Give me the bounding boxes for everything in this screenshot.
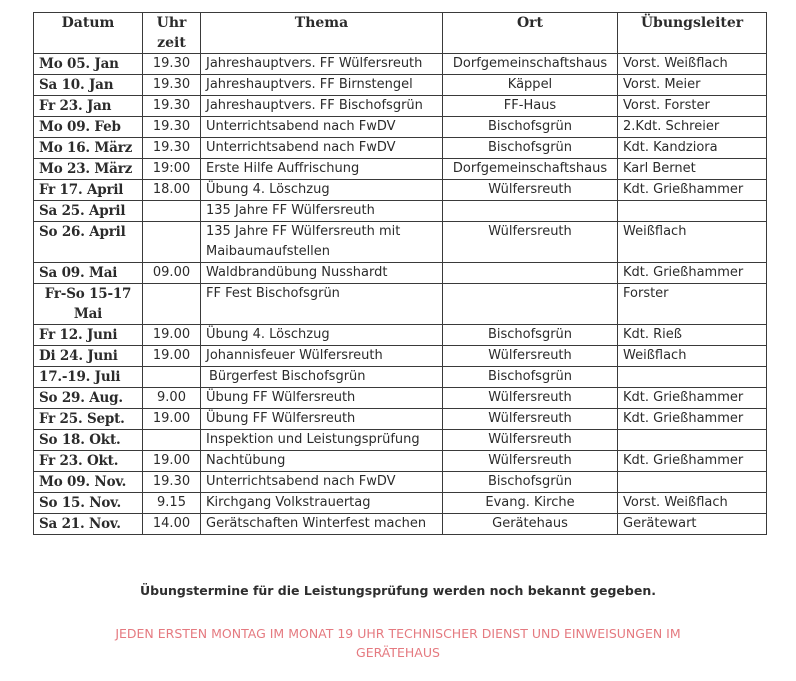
cell-datum-text: Sa 10. Jan xyxy=(39,77,114,93)
table-body xyxy=(34,54,767,535)
header-uhrzeit-line1: Uhr xyxy=(156,15,187,31)
cell-datum-text: So 15. Nov. xyxy=(39,495,121,511)
cell-ort xyxy=(443,138,618,159)
cell-datum-text: Fr 23. Jan xyxy=(39,98,112,114)
table-row xyxy=(34,54,767,75)
cell-leiter-text: 2.Kdt. Schreier xyxy=(623,119,720,134)
cell-uhrzeit xyxy=(143,346,201,367)
technical-service-note xyxy=(0,624,796,662)
cell-datum-text: Fr-So 15-17 Mai xyxy=(44,286,132,322)
table-row xyxy=(34,159,767,180)
cell-ort-text: Bischofsgrün xyxy=(487,119,573,134)
cell-datum xyxy=(34,346,143,367)
table-row xyxy=(34,222,767,263)
cell-uhrzeit xyxy=(143,54,201,75)
table-row xyxy=(34,96,767,117)
cell-leiter-text: Vorst. Meier xyxy=(623,77,701,92)
cell-ort xyxy=(443,346,618,367)
table-row xyxy=(34,138,767,159)
table-row xyxy=(34,493,767,514)
cell-leiter-text: Vorst. Weißflach xyxy=(623,495,728,510)
schedule-table xyxy=(33,12,767,535)
table-row xyxy=(34,388,767,409)
cell-thema xyxy=(201,117,443,138)
cell-uhrzeit-text: 19.00 xyxy=(152,411,191,426)
cell-ort-text: Evang. Kirche xyxy=(485,495,575,510)
header-uhrzeit xyxy=(143,13,201,54)
table-row xyxy=(34,430,767,451)
cell-thema-text: Kirchgang Volkstrauertag xyxy=(206,495,371,510)
cell-thema xyxy=(201,388,443,409)
cell-thema-text: FF Fest Bischofsgrün xyxy=(206,286,340,301)
cell-uhrzeit-text: 19.30 xyxy=(152,98,191,113)
cell-datum-text: 17.-19. Juli xyxy=(39,369,121,385)
cell-leiter-text: Vorst. Weißflach xyxy=(623,56,728,71)
cell-thema-text: Übung FF Wülfersreuth xyxy=(206,411,356,426)
cell-thema-text: Waldbrandübung Nusshardt xyxy=(206,265,388,280)
cell-thema-text: Jahreshauptvers. FF Wülfersreuth xyxy=(206,56,423,71)
cell-uhrzeit xyxy=(143,263,201,284)
cell-uhrzeit-text: 19.00 xyxy=(152,327,191,342)
cell-datum xyxy=(34,54,143,75)
cell-thema-text: Jahreshauptvers. FF Birnstengel xyxy=(206,77,413,92)
cell-thema xyxy=(201,201,443,222)
cell-uhrzeit xyxy=(143,117,201,138)
cell-datum-text: Mo 05. Jan xyxy=(39,56,119,72)
cell-ort xyxy=(443,409,618,430)
cell-leiter xyxy=(618,159,767,180)
cell-ort-text: Dorfgemeinschaftshaus xyxy=(452,56,608,71)
cell-uhrzeit xyxy=(143,75,201,96)
header-uhrzeit-line2: zeit xyxy=(157,35,186,51)
technical-note-line2: GERÄTEHAUS xyxy=(356,645,440,660)
cell-uhrzeit-text: 14.00 xyxy=(152,516,191,531)
cell-leiter-text: Kdt. Grießhammer xyxy=(623,182,744,197)
cell-ort xyxy=(443,514,618,535)
cell-thema xyxy=(201,493,443,514)
cell-leiter xyxy=(618,201,767,222)
cell-ort-text: Wülfersreuth xyxy=(488,432,572,447)
cell-thema xyxy=(201,159,443,180)
cell-ort-text: Wülfersreuth xyxy=(488,411,572,426)
cell-datum xyxy=(34,325,143,346)
cell-ort xyxy=(443,430,618,451)
cell-leiter-text: Kdt. Kandziora xyxy=(623,140,718,155)
cell-ort-text: FF-Haus xyxy=(503,98,557,113)
header-leiter: Übungsleiter xyxy=(618,13,767,54)
table-row xyxy=(34,201,767,222)
cell-datum xyxy=(34,493,143,514)
cell-ort xyxy=(443,222,618,263)
cell-ort-text: Wülfersreuth xyxy=(488,390,572,405)
cell-uhrzeit xyxy=(143,367,201,388)
cell-leiter xyxy=(618,284,767,325)
cell-leiter xyxy=(618,222,767,263)
cell-datum xyxy=(34,96,143,117)
cell-datum xyxy=(34,75,143,96)
cell-ort-text: Bischofsgrün xyxy=(487,140,573,155)
cell-thema xyxy=(201,222,443,263)
cell-leiter xyxy=(618,451,767,472)
cell-leiter-text: Forster xyxy=(623,286,669,301)
cell-uhrzeit xyxy=(143,325,201,346)
cell-datum-text: Sa 09. Mai xyxy=(39,265,118,281)
cell-datum-text: Sa 25. April xyxy=(39,203,126,219)
cell-uhrzeit-text: 18.00 xyxy=(152,182,191,197)
cell-leiter xyxy=(618,75,767,96)
cell-thema xyxy=(201,75,443,96)
cell-thema-text: Unterrichtsabend nach FwDV xyxy=(206,474,396,489)
technical-note-line1: JEDEN ERSTEN MONTAG IM MONAT 19 UHR TECHNISCHER DIENST UND EINWEISUNGEN IM xyxy=(115,626,681,641)
cell-uhrzeit xyxy=(143,451,201,472)
cell-ort-text: Käppel xyxy=(507,77,553,92)
cell-ort-text: Gerätehaus xyxy=(492,516,568,531)
cell-datum xyxy=(34,263,143,284)
cell-thema xyxy=(201,325,443,346)
cell-leiter xyxy=(618,96,767,117)
table-row xyxy=(34,346,767,367)
cell-thema-text: Übung FF Wülfersreuth xyxy=(206,390,356,405)
cell-uhrzeit xyxy=(143,222,201,263)
cell-datum-text: Fr 23. Okt. xyxy=(39,453,119,469)
cell-ort-text: Bischofsgrün xyxy=(487,474,573,489)
cell-datum xyxy=(34,514,143,535)
cell-leiter xyxy=(618,325,767,346)
cell-ort xyxy=(443,180,618,201)
cell-datum xyxy=(34,284,143,325)
cell-uhrzeit-text: 19.30 xyxy=(152,77,191,92)
cell-datum xyxy=(34,388,143,409)
cell-datum-text: Fr 17. April xyxy=(39,182,124,198)
table-row xyxy=(34,117,767,138)
cell-thema-text: Inspektion und Leistungsprüfung xyxy=(206,432,420,447)
cell-datum-text: Fr 12. Juni xyxy=(39,327,118,343)
cell-datum xyxy=(34,138,143,159)
table-row xyxy=(34,180,767,201)
cell-leiter xyxy=(618,138,767,159)
cell-ort xyxy=(443,75,618,96)
cell-ort-text: Wülfersreuth xyxy=(488,224,572,239)
cell-uhrzeit-text: 19.30 xyxy=(152,474,191,489)
cell-uhrzeit-text: 9.00 xyxy=(157,390,186,405)
cell-ort xyxy=(443,451,618,472)
cell-ort-text: Wülfersreuth xyxy=(488,348,572,363)
cell-leiter xyxy=(618,430,767,451)
cell-uhrzeit xyxy=(143,493,201,514)
cell-ort-text: Wülfersreuth xyxy=(488,182,572,197)
cell-ort xyxy=(443,284,618,325)
cell-ort-text: Wülfersreuth xyxy=(488,453,572,468)
cell-leiter xyxy=(618,117,767,138)
cell-leiter xyxy=(618,514,767,535)
cell-leiter xyxy=(618,388,767,409)
cell-leiter xyxy=(618,263,767,284)
cell-uhrzeit xyxy=(143,472,201,493)
cell-ort xyxy=(443,388,618,409)
cell-ort xyxy=(443,263,618,284)
cell-thema xyxy=(201,367,443,388)
cell-datum-text: Sa 21. Nov. xyxy=(39,516,121,532)
cell-thema xyxy=(201,346,443,367)
cell-thema xyxy=(201,472,443,493)
cell-leiter-text: Vorst. Forster xyxy=(623,98,710,113)
cell-datum-text: Mo 16. März xyxy=(39,140,133,156)
table-row xyxy=(34,409,767,430)
cell-thema-text: 135 Jahre FF Wülfersreuth xyxy=(206,203,375,218)
cell-datum xyxy=(34,472,143,493)
cell-ort-text: Bischofsgrün xyxy=(487,369,573,384)
table-row xyxy=(34,75,767,96)
cell-datum-text: Mo 09. Nov. xyxy=(39,474,127,490)
cell-datum xyxy=(34,430,143,451)
cell-uhrzeit-text: 09.00 xyxy=(152,265,191,280)
cell-datum-text: Di 24. Juni xyxy=(39,348,118,364)
cell-uhrzeit xyxy=(143,159,201,180)
table-row xyxy=(34,284,767,325)
cell-uhrzeit-text: 19.30 xyxy=(152,119,191,134)
table-row xyxy=(34,263,767,284)
cell-ort xyxy=(443,472,618,493)
cell-leiter xyxy=(618,367,767,388)
cell-uhrzeit xyxy=(143,201,201,222)
table-row xyxy=(34,514,767,535)
cell-ort xyxy=(443,117,618,138)
cell-thema-text: Übung 4. Löschzug xyxy=(206,182,330,197)
cell-datum xyxy=(34,367,143,388)
cell-leiter xyxy=(618,346,767,367)
cell-datum-text: So 26. April xyxy=(39,224,126,240)
info-note: Übungstermine für die Leistungsprüfung werden noch bekannt gegeben. xyxy=(140,583,656,598)
cell-leiter-text: Kdt. Grießhammer xyxy=(623,453,744,468)
cell-leiter-text: Weißflach xyxy=(623,348,687,363)
cell-uhrzeit xyxy=(143,138,201,159)
cell-ort xyxy=(443,201,618,222)
cell-leiter-text: Kdt. Grießhammer xyxy=(623,390,744,405)
cell-thema xyxy=(201,138,443,159)
cell-datum xyxy=(34,222,143,263)
cell-thema xyxy=(201,96,443,117)
cell-datum xyxy=(34,409,143,430)
cell-uhrzeit xyxy=(143,180,201,201)
header-ort: Ort xyxy=(443,13,618,54)
cell-datum xyxy=(34,180,143,201)
cell-thema-text: Gerätschaften Winterfest machen xyxy=(206,516,427,531)
cell-datum xyxy=(34,159,143,180)
cell-ort-text: Bischofsgrün xyxy=(487,327,573,342)
cell-ort xyxy=(443,325,618,346)
cell-ort xyxy=(443,54,618,75)
cell-thema xyxy=(201,180,443,201)
cell-datum xyxy=(34,451,143,472)
table-row xyxy=(34,325,767,346)
cell-leiter xyxy=(618,180,767,201)
cell-ort xyxy=(443,493,618,514)
cell-thema-text: Bürgerfest Bischofsgrün xyxy=(209,369,366,384)
cell-datum-text: Mo 09. Feb xyxy=(39,119,121,135)
cell-thema-text: Nachtübung xyxy=(206,453,286,468)
cell-thema xyxy=(201,284,443,325)
cell-uhrzeit xyxy=(143,284,201,325)
cell-uhrzeit xyxy=(143,409,201,430)
cell-uhrzeit-text: 9.15 xyxy=(157,495,186,510)
cell-thema-text: Übung 4. Löschzug xyxy=(206,327,330,342)
table-row xyxy=(34,451,767,472)
cell-thema-text: Unterrichtsabend nach FwDV xyxy=(206,119,396,134)
table-row xyxy=(34,367,767,388)
table-header-row xyxy=(34,13,767,54)
header-datum: Datum xyxy=(34,13,143,54)
cell-thema-text: Jahreshauptvers. FF Bischofsgrün xyxy=(206,98,423,113)
cell-leiter xyxy=(618,493,767,514)
cell-thema xyxy=(201,263,443,284)
cell-datum-text: So 18. Okt. xyxy=(39,432,121,448)
cell-uhrzeit xyxy=(143,388,201,409)
table-row xyxy=(34,472,767,493)
cell-leiter-text: Karl Bernet xyxy=(623,161,696,176)
cell-thema xyxy=(201,451,443,472)
cell-leiter-text: Kdt. Grießhammer xyxy=(623,265,744,280)
cell-uhrzeit xyxy=(143,96,201,117)
cell-ort xyxy=(443,367,618,388)
cell-leiter xyxy=(618,472,767,493)
cell-thema-text: Unterrichtsabend nach FwDV xyxy=(206,140,396,155)
cell-uhrzeit-text: 19.00 xyxy=(152,348,191,363)
cell-thema xyxy=(201,409,443,430)
cell-uhrzeit xyxy=(143,514,201,535)
cell-leiter-text: Gerätewart xyxy=(623,516,697,531)
cell-ort-text: Dorfgemeinschaftshaus xyxy=(452,161,608,176)
cell-datum-text: Fr 25. Sept. xyxy=(39,411,125,427)
cell-thema xyxy=(201,54,443,75)
cell-leiter-text: Kdt. Rieß xyxy=(623,327,682,342)
cell-uhrzeit-text: 19.00 xyxy=(152,453,191,468)
cell-uhrzeit xyxy=(143,430,201,451)
header-thema: Thema xyxy=(201,13,443,54)
cell-thema xyxy=(201,514,443,535)
cell-leiter xyxy=(618,409,767,430)
cell-ort xyxy=(443,96,618,117)
cell-thema xyxy=(201,430,443,451)
cell-leiter-text: Weißflach xyxy=(623,224,687,239)
cell-uhrzeit-text: 19:00 xyxy=(152,161,191,176)
cell-datum-text: So 29. Aug. xyxy=(39,390,123,406)
cell-uhrzeit-text: 19.30 xyxy=(152,56,191,71)
cell-leiter-text: Kdt. Grießhammer xyxy=(623,411,744,426)
cell-uhrzeit-text: 19.30 xyxy=(152,140,191,155)
cell-ort xyxy=(443,159,618,180)
cell-thema-text: 135 Jahre FF Wülfersreuth mit Maibaumaufstellen xyxy=(206,224,401,259)
cell-datum-text: Mo 23. März xyxy=(39,161,133,177)
cell-thema-text: Johannisfeuer Wülfersreuth xyxy=(206,348,383,363)
cell-leiter xyxy=(618,54,767,75)
cell-datum xyxy=(34,201,143,222)
cell-thema-text: Erste Hilfe Auffrischung xyxy=(206,161,360,176)
cell-datum xyxy=(34,117,143,138)
